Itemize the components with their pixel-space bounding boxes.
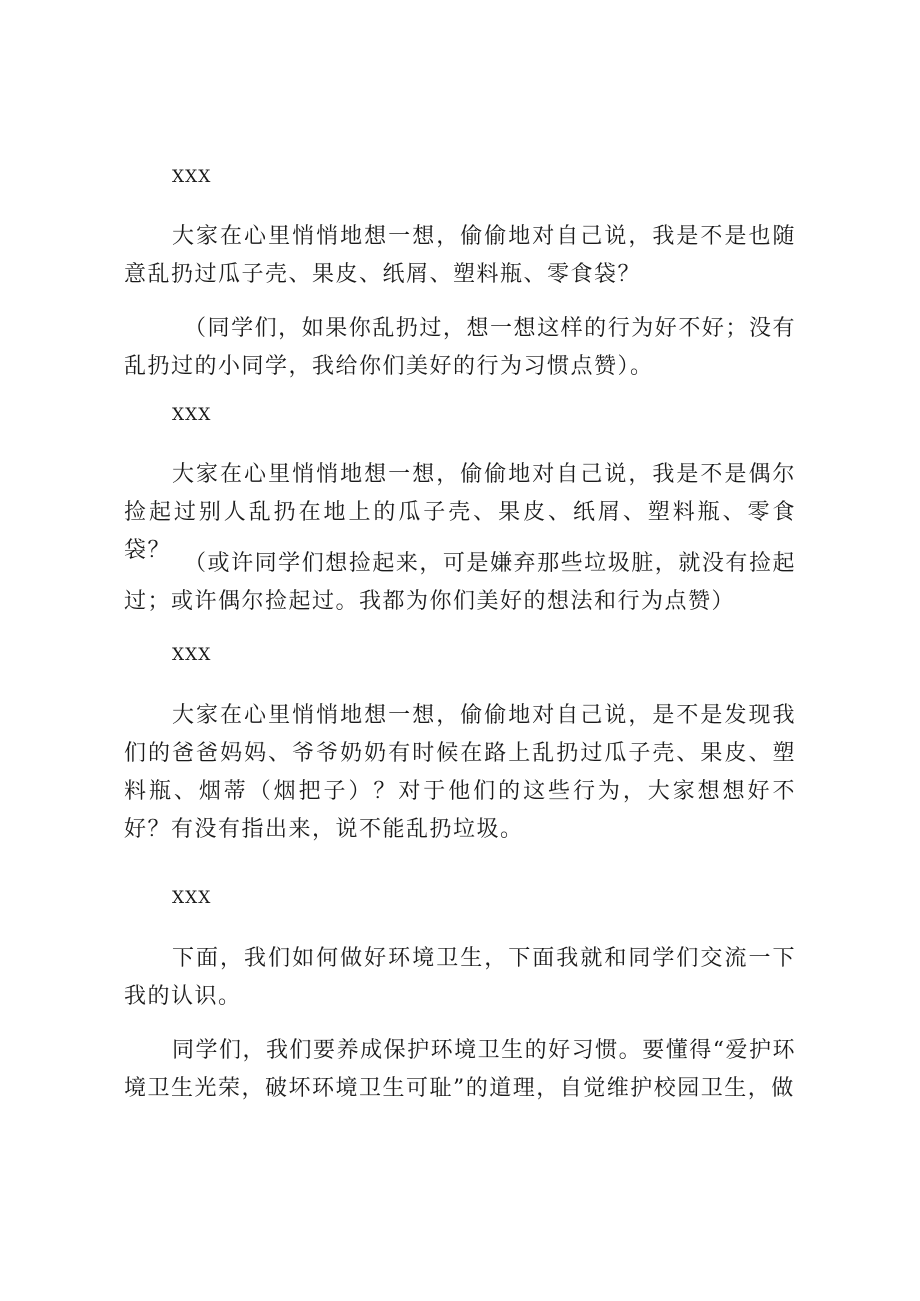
paragraph: 大家在心里悄悄地想一想，偷偷地对自己说，我是不是也随意乱扔过瓜子壳、果皮、纸屑、塑料瓶、零食袋？ — [124, 224, 796, 287]
paragraph: 大家在心里悄悄地想一想，偷偷地对自己说，我是不是偶尔捡起过别人乱扔在地上的瓜子壳、果皮、纸屑、塑料瓶、零食袋？ — [124, 462, 796, 563]
paragraph: 大家在心里悄悄地想一想，偷偷地对自己说，是不是发现我们的爸爸妈妈、爷爷奶奶有时候在路上乱扔过瓜子壳、果皮、塑料瓶、烟蒂（烟把子）？对于他们的这些行为，大家想想好不好？有没有指出来，说不能乱扔垃圾。 — [124, 703, 796, 842]
paragraph: 同学们，我们要养成保护环境卫生的好习惯。要懂得“爱护环境卫生光荣，破坏环境卫生可耻”的道理，自觉维护校园卫生，做 — [124, 1038, 796, 1101]
paragraph: 下面，我们如何做好环境卫生，下面我就和同学们交流一下我的认识。 — [124, 946, 796, 1009]
speaker-label: XXX — [172, 405, 212, 425]
speaker-label: XXX — [172, 645, 212, 665]
paragraph-note: （或许同学们想捡起来，可是嫌弃那些垃圾脏，就没有捡起过；或许偶尔捡起过。我都为你们美好的想法和行为点赞） — [124, 551, 796, 614]
paragraph-note: （同学们，如果你乱扔过，想一想这样的行为好不好；没有乱扔过的小同学，我给你们美好的行为习惯点赞）。 — [124, 316, 796, 379]
speaker-label: XXX — [172, 888, 212, 908]
speaker-label: XXX — [172, 167, 212, 187]
